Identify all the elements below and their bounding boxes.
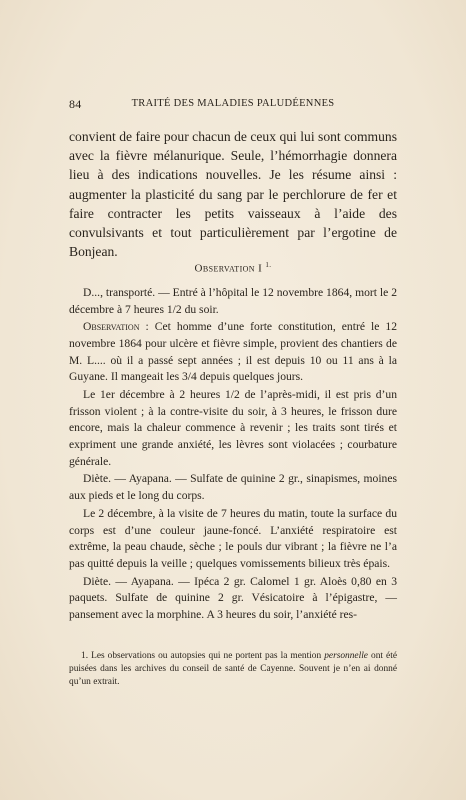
- intro-paragraph-block: [69, 127, 397, 261]
- observation-paragraph-6: Diète. — Ayapana. — Ipéca 2 gr. Calomel 1 gr. Aloès 0,80 en 3 paquets. Sulfate de quinine 2 gr. Vésicatoire à l’épigastre, — pansement avec la morphine. A 3 heures du soir, l’anxiété res-: [69, 574, 397, 621]
- observation-title-number: I: [258, 262, 263, 275]
- footnote: [69, 650, 397, 690]
- observation-title-word: Observation: [194, 262, 255, 275]
- footnote-text-before: 1. Les observations ou autopsies qui ne portent pas la mention: [81, 651, 325, 661]
- observation-label: Observation :: [83, 320, 149, 334]
- observation-paragraph-2: [69, 319, 397, 385]
- observation-paragraph-1: D..., transporté. — Entré à l’hôpital le 12 novembre 1864, mort le 2 décembre à 7 heures 1/2 du soir.: [69, 286, 397, 316]
- observation-paragraph-4: Diète. — Ayapana. — Sulfate de quinine 2 gr., sinapismes, moines aux pieds et le long du corps.: [69, 472, 397, 503]
- footnote-text-after: ont été puisées dans les archives du conseil de santé de Cayenne. Souvent je n’en ai donné qu’un extrait.: [69, 651, 397, 688]
- observation-body: [69, 285, 397, 625]
- observation-paragraph-3: Le 1er décembre à 2 heures 1/2 de l’après-midi, il est pris d’un frisson violent ; à la contre-visite du soir, à 3 heures, le frisson dure encore, mais la chaleur commence à revenir ; les traits sont tirés et expriment une grande anxiété, les lèvres sont violacées ; courbature générale.: [69, 388, 397, 468]
- footnote-text: [69, 650, 397, 690]
- page-header: [69, 97, 397, 113]
- intro-paragraph: convient de faire pour chacun de ceux qui lui sont communs avec la fièvre mélanurique. Seule, l’hémorrhagie donnera lieu à des indications nouvelles. Je les résume ainsi : augmenter la plasticité du sang par le perchlorure de fer et faire contracter les petits vaisseaux à l’aide des convulsivants et tout particulièrement par l’ergotine de Bonjean.: [69, 129, 397, 260]
- observation-footnote-ref: 1.: [265, 261, 272, 269]
- observation-paragraph-2-text: Cet homme d’une forte constitution, entré le 12 novembre 1864 pour ulcère et fièvre simple, provient des chantiers de M. L.... où il a passé sept années ; il est depuis 10 ou 11 ans à la Guyane. Il mangeait les 3/4 depuis quelques jours.: [69, 320, 397, 384]
- observation-title: [69, 261, 397, 275]
- observation-paragraph-5: Le 2 décembre, à la visite de 7 heures du matin, toute la surface du corps est d’une couleur jaune-foncé. L’anxiété respiratoire est extrême, la peau chaude, sèche ; le pouls dur vibrant ; la fièvre ne l’a pas quitté depuis la veille ; quelques vomissements bilieux très épais.: [69, 506, 397, 570]
- running-title: TRAITÉ DES MALADIES PALUDÉENNES: [131, 98, 335, 109]
- footnote-emphasis: personnelle: [324, 651, 368, 661]
- page-number: 84: [69, 97, 82, 111]
